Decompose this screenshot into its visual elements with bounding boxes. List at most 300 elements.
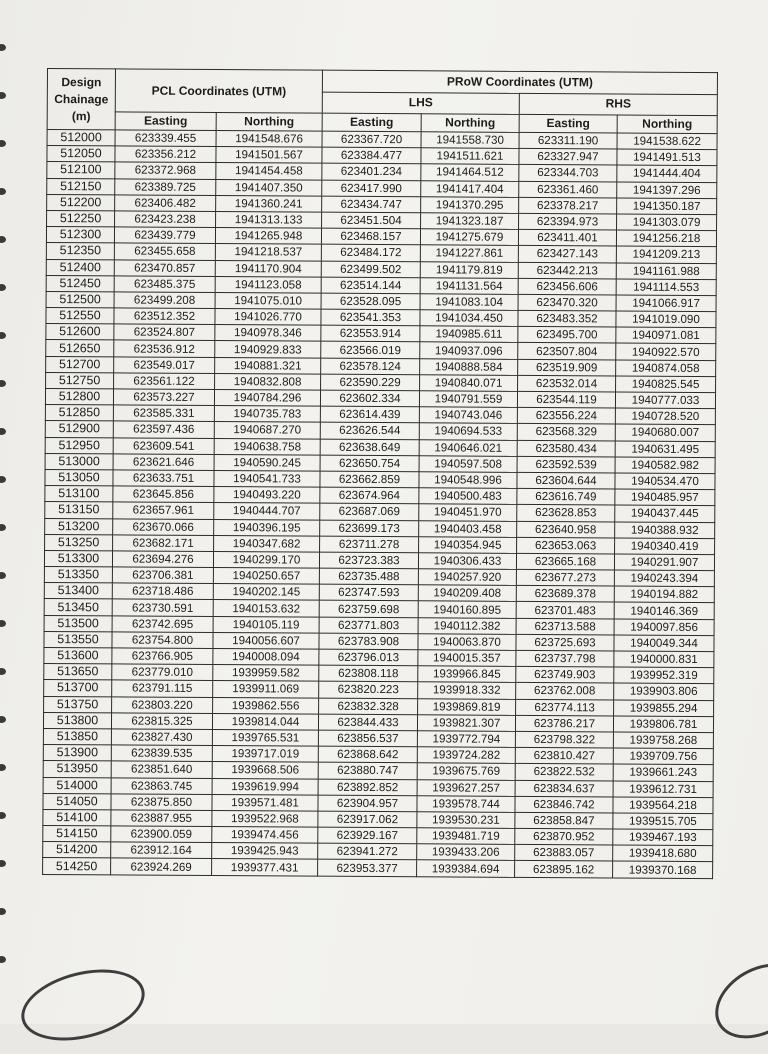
cell-pcl-easting: 623706.381 <box>112 567 213 584</box>
cell-chainage: 514000 <box>43 777 111 794</box>
cell-rhs-easting: 623616.749 <box>517 489 615 506</box>
cell-pcl-easting: 623597.436 <box>113 421 214 438</box>
cell-rhs-northing: 1939952.319 <box>614 667 714 684</box>
binder-hole <box>0 860 6 867</box>
header-pcl-easting: Easting <box>115 112 216 131</box>
cell-rhs-easting: 623327.947 <box>519 149 617 166</box>
cell-lhs-northing: 1941034.450 <box>420 310 518 327</box>
cell-pcl-northing: 1940784.296 <box>214 390 320 407</box>
cell-rhs-northing: 1940728.520 <box>615 408 715 425</box>
cell-lhs-easting: 623541.353 <box>321 309 420 326</box>
cell-pcl-easting: 623339.455 <box>115 130 216 147</box>
cell-chainage: 513800 <box>43 712 111 729</box>
cell-rhs-easting: 623628.853 <box>517 505 615 522</box>
cell-pcl-northing: 1939474.456 <box>212 827 318 844</box>
binder-hole <box>0 620 6 627</box>
cell-rhs-easting: 623495.700 <box>518 327 616 344</box>
cell-lhs-northing: 1941083.104 <box>420 294 518 311</box>
cell-rhs-northing: 1941350.187 <box>617 198 717 215</box>
binder-hole <box>0 476 6 483</box>
cell-chainage: 512350 <box>46 243 114 260</box>
cell-lhs-easting: 623553.914 <box>321 325 420 342</box>
cell-lhs-easting: 623434.747 <box>322 196 421 213</box>
cell-pcl-northing: 1939814.044 <box>212 713 318 730</box>
cell-chainage: 513050 <box>45 469 113 486</box>
cell-pcl-northing: 1941075.010 <box>215 292 321 309</box>
cell-lhs-easting: 623796.013 <box>319 649 418 666</box>
cell-pcl-easting: 623875.850 <box>111 794 212 811</box>
binder-hole <box>0 188 6 195</box>
cell-rhs-northing: 1940777.033 <box>615 392 715 409</box>
cell-lhs-easting: 623528.095 <box>321 293 420 310</box>
cell-pcl-northing: 1939619.994 <box>212 778 318 795</box>
cell-pcl-easting: 623645.856 <box>113 486 214 503</box>
cell-rhs-easting: 623394.973 <box>519 213 617 230</box>
cell-lhs-northing: 1940257.920 <box>418 569 516 586</box>
cell-rhs-easting: 623361.460 <box>519 181 617 198</box>
cell-pcl-easting: 623803.220 <box>112 696 213 713</box>
cell-rhs-northing: 1941019.090 <box>616 311 716 328</box>
cell-pcl-northing: 1939862.556 <box>213 697 319 714</box>
cell-pcl-northing: 1940638.758 <box>214 438 320 455</box>
cell-lhs-northing: 1940888.584 <box>420 358 518 375</box>
cell-rhs-northing: 1940340.419 <box>615 538 715 555</box>
cell-pcl-easting: 623851.640 <box>111 761 212 778</box>
cell-pcl-easting: 623779.010 <box>112 664 213 681</box>
cell-pcl-easting: 623512.352 <box>114 308 215 325</box>
cell-rhs-northing: 1940097.856 <box>614 619 714 636</box>
binder-hole <box>0 380 6 387</box>
cell-rhs-easting: 623411.401 <box>518 230 616 247</box>
binder-hole <box>0 92 6 99</box>
cell-rhs-easting: 623483.352 <box>518 310 616 327</box>
cell-rhs-easting: 623883.057 <box>515 845 613 862</box>
cell-lhs-northing: 1939724.282 <box>417 747 515 764</box>
cell-chainage: 513300 <box>44 550 112 567</box>
cell-lhs-northing: 1939966.845 <box>418 666 516 683</box>
binder-hole <box>0 908 6 915</box>
cell-rhs-northing: 1940680.007 <box>615 424 715 441</box>
binder-hole <box>0 44 6 51</box>
cell-chainage: 514100 <box>43 809 111 826</box>
cell-pcl-northing: 1941407.350 <box>216 179 322 196</box>
cell-rhs-easting: 623725.693 <box>516 634 614 651</box>
cell-lhs-northing: 1940840.071 <box>420 375 518 392</box>
cell-pcl-northing: 1939377.431 <box>212 859 318 876</box>
cell-pcl-northing: 1940444.707 <box>214 503 320 520</box>
cell-rhs-northing: 1940243.394 <box>614 570 714 587</box>
cell-lhs-northing: 1940209.408 <box>418 585 516 602</box>
cell-pcl-easting: 623536.912 <box>114 340 215 357</box>
binder-holes <box>0 30 8 1010</box>
cell-lhs-northing: 1940015.357 <box>418 650 516 667</box>
cell-chainage: 512550 <box>46 308 114 325</box>
cell-pcl-northing: 1940299.170 <box>213 551 319 568</box>
cell-pcl-northing: 1941265.948 <box>215 228 321 245</box>
cell-pcl-northing: 1939522.968 <box>212 810 318 827</box>
cell-rhs-easting: 623834.637 <box>515 780 613 797</box>
cell-rhs-easting: 623568.329 <box>517 424 615 441</box>
cell-pcl-easting: 623372.968 <box>115 162 216 179</box>
cell-lhs-easting: 623602.334 <box>320 390 419 407</box>
coordinates-document <box>42 68 717 972</box>
cell-pcl-northing: 1941454.458 <box>216 163 322 180</box>
cell-chainage: 513150 <box>45 502 113 519</box>
header-lhs-easting: Easting <box>322 113 421 132</box>
cell-rhs-northing: 1940291.907 <box>614 554 714 571</box>
cell-pcl-easting: 623356.212 <box>115 146 216 163</box>
cell-pcl-easting: 623887.955 <box>111 810 212 827</box>
cell-chainage: 513850 <box>43 728 111 745</box>
cell-chainage: 512850 <box>45 405 113 422</box>
cell-pcl-easting: 623633.751 <box>113 470 214 487</box>
binder-hole <box>0 764 6 771</box>
cell-pcl-easting: 623827.430 <box>111 729 212 746</box>
cell-rhs-easting: 623653.063 <box>517 537 615 554</box>
binder-hole <box>0 428 6 435</box>
cell-pcl-northing: 1940153.632 <box>213 600 319 617</box>
cell-chainage: 513600 <box>44 647 112 664</box>
cell-lhs-northing: 1941417.404 <box>421 180 519 197</box>
cell-rhs-easting: 623456.606 <box>518 278 616 295</box>
cell-lhs-northing: 1939918.332 <box>418 682 516 699</box>
cell-lhs-easting: 623808.118 <box>319 665 418 682</box>
cell-rhs-easting: 623810.427 <box>515 747 613 764</box>
cell-lhs-northing: 1940937.096 <box>420 342 518 359</box>
cell-rhs-northing: 1940194.882 <box>614 586 714 603</box>
cell-pcl-easting: 623561.122 <box>114 373 215 390</box>
cell-lhs-northing: 1941131.564 <box>420 277 518 294</box>
cell-rhs-northing: 1940000.831 <box>614 651 714 668</box>
cell-lhs-easting: 623614.439 <box>320 406 419 423</box>
cell-lhs-easting: 623771.803 <box>319 617 418 634</box>
cell-lhs-easting: 623868.642 <box>318 746 417 763</box>
cell-lhs-easting: 623759.698 <box>319 601 418 618</box>
cell-rhs-northing: 1939467.193 <box>613 829 713 846</box>
cell-chainage: 513550 <box>44 631 112 648</box>
cell-chainage: 512750 <box>46 372 114 389</box>
header-pcl-northing: Northing <box>216 113 322 132</box>
cell-lhs-easting: 623699.173 <box>320 520 419 537</box>
cell-pcl-easting: 623754.800 <box>112 632 213 649</box>
cell-lhs-northing: 1940646.021 <box>419 439 517 456</box>
cell-chainage: 513200 <box>45 518 113 535</box>
cell-rhs-northing: 1940388.932 <box>615 521 715 538</box>
cell-lhs-northing: 1941558.730 <box>421 132 519 149</box>
binder-hole <box>0 572 6 579</box>
cell-chainage: 512200 <box>47 194 115 211</box>
cell-pcl-easting: 623718.486 <box>112 583 213 600</box>
cell-rhs-northing: 1939758.268 <box>613 732 713 749</box>
cell-lhs-northing: 1940063.870 <box>418 634 516 651</box>
cell-rhs-northing: 1939903.806 <box>614 683 714 700</box>
cell-lhs-easting: 623590.229 <box>321 374 420 391</box>
cell-lhs-northing: 1939627.257 <box>417 779 515 796</box>
header-rhs: RHS <box>519 93 717 116</box>
cell-pcl-northing: 1940881.321 <box>215 357 321 374</box>
cell-rhs-easting: 623532.014 <box>518 375 616 392</box>
cell-rhs-northing: 1940049.344 <box>614 635 714 652</box>
cell-chainage: 512500 <box>46 291 114 308</box>
cell-pcl-northing: 1940105.119 <box>213 616 319 633</box>
cell-pcl-easting: 623470.857 <box>114 259 215 276</box>
cell-pcl-northing: 1941501.567 <box>216 147 322 164</box>
cell-pcl-northing: 1940008.094 <box>213 649 319 666</box>
cell-chainage: 512950 <box>45 437 113 454</box>
cell-lhs-easting: 623783.908 <box>319 633 418 650</box>
cell-chainage: 512600 <box>46 324 114 341</box>
cell-pcl-northing: 1940056.607 <box>213 632 319 649</box>
cell-lhs-northing: 1939481.719 <box>417 828 515 845</box>
cell-lhs-northing: 1941323.187 <box>421 213 519 230</box>
cell-chainage: 512100 <box>47 162 115 179</box>
header-rhs-northing: Northing <box>617 115 717 134</box>
cell-rhs-northing: 1940437.445 <box>615 505 715 522</box>
cell-rhs-northing: 1941256.218 <box>616 230 716 247</box>
binder-hole <box>0 812 6 819</box>
cell-chainage: 512700 <box>46 356 114 373</box>
cell-rhs-easting: 623798.322 <box>515 731 613 748</box>
cell-lhs-easting: 623578.124 <box>321 358 420 375</box>
cell-pcl-northing: 1940735.783 <box>214 406 320 423</box>
binder-hole <box>0 284 6 291</box>
cell-lhs-easting: 623723.383 <box>319 552 418 569</box>
cell-lhs-easting: 623856.537 <box>318 730 417 747</box>
binder-hole <box>0 956 6 963</box>
cell-lhs-easting: 623451.504 <box>322 212 421 229</box>
cell-lhs-easting: 623626.544 <box>320 423 419 440</box>
cell-chainage: 513250 <box>45 534 113 551</box>
cell-lhs-easting: 623367.720 <box>322 131 421 148</box>
cell-rhs-northing: 1940874.058 <box>616 360 716 377</box>
cell-pcl-easting: 623730.591 <box>112 599 213 616</box>
cell-pcl-northing: 1941360.241 <box>216 195 322 212</box>
cell-lhs-easting: 623662.859 <box>320 471 419 488</box>
cell-lhs-northing: 1940160.895 <box>418 601 516 618</box>
cell-rhs-easting: 623442.213 <box>518 262 616 279</box>
cell-lhs-easting: 623514.144 <box>321 277 420 294</box>
cell-lhs-easting: 623904.957 <box>318 795 417 812</box>
cell-chainage: 513000 <box>45 453 113 470</box>
cell-lhs-northing: 1939578.744 <box>417 795 515 812</box>
cell-rhs-northing: 1939855.294 <box>614 700 714 717</box>
cell-chainage: 512800 <box>45 388 113 405</box>
cell-pcl-easting: 623657.961 <box>113 502 214 519</box>
cell-rhs-easting: 623870.952 <box>515 828 613 845</box>
cell-rhs-northing: 1940631.495 <box>615 441 715 458</box>
cell-lhs-easting: 623650.754 <box>320 455 419 472</box>
cell-rhs-northing: 1940582.982 <box>615 457 715 474</box>
cell-lhs-northing: 1940451.970 <box>419 504 517 521</box>
cell-pcl-easting: 623900.059 <box>111 826 212 843</box>
cell-rhs-northing: 1939418.680 <box>613 845 713 862</box>
cell-pcl-easting: 623524.807 <box>114 324 215 341</box>
cell-pcl-easting: 623455.658 <box>114 243 215 260</box>
cell-lhs-easting: 623832.328 <box>319 698 418 715</box>
header-pcl-coordinates: PCL Coordinates (UTM) <box>115 69 322 113</box>
cell-pcl-northing: 1941313.133 <box>216 211 322 228</box>
cell-chainage: 512900 <box>45 421 113 438</box>
cell-rhs-northing: 1941538.622 <box>617 133 717 150</box>
cell-rhs-northing: 1941209.213 <box>616 246 716 263</box>
header-prow-coordinates: PRoW Coordinates (UTM) <box>322 70 717 94</box>
cell-lhs-northing: 1939869.819 <box>418 698 516 715</box>
cell-rhs-easting: 623640.958 <box>517 521 615 538</box>
cell-pcl-northing: 1939717.019 <box>212 746 318 763</box>
binder-hole <box>0 716 6 723</box>
header-lhs-northing: Northing <box>421 114 519 133</box>
cell-lhs-easting: 623468.157 <box>321 228 420 245</box>
cell-chainage: 513350 <box>44 567 112 584</box>
cell-pcl-easting: 623863.745 <box>111 777 212 794</box>
cell-pcl-easting: 623670.066 <box>113 518 214 535</box>
cell-rhs-easting: 623519.909 <box>518 359 616 376</box>
cell-lhs-easting: 623953.377 <box>318 860 417 877</box>
cell-lhs-easting: 623401.234 <box>322 164 421 181</box>
cell-pcl-easting: 623621.646 <box>113 454 214 471</box>
cell-lhs-easting: 623941.272 <box>318 843 417 860</box>
cell-lhs-easting: 623674.964 <box>320 487 419 504</box>
cell-pcl-northing: 1941170.904 <box>215 260 321 277</box>
cell-pcl-northing: 1940687.270 <box>214 422 320 439</box>
cell-lhs-easting: 623747.593 <box>319 584 418 601</box>
cell-rhs-easting: 623556.224 <box>517 408 615 425</box>
cell-chainage: 514150 <box>43 826 111 843</box>
cell-pcl-easting: 623924.269 <box>111 858 212 875</box>
cell-lhs-easting: 623638.649 <box>320 439 419 456</box>
cell-rhs-northing: 1939806.781 <box>613 716 713 733</box>
binder-hole <box>0 140 6 147</box>
cell-pcl-northing: 1939959.582 <box>213 665 319 682</box>
cell-pcl-easting: 623766.905 <box>112 648 213 665</box>
cell-lhs-northing: 1940112.382 <box>418 617 516 634</box>
cell-rhs-northing: 1941066.917 <box>616 295 716 312</box>
cell-rhs-northing: 1940922.570 <box>616 343 716 360</box>
cell-rhs-easting: 623762.008 <box>516 683 614 700</box>
cell-pcl-northing: 1940929.833 <box>215 341 321 358</box>
cell-pcl-easting: 623499.208 <box>114 292 215 309</box>
cell-rhs-easting: 623580.434 <box>517 440 615 457</box>
cell-pcl-easting: 623742.695 <box>112 616 213 633</box>
cell-rhs-northing: 1939661.243 <box>613 764 713 781</box>
cell-chainage: 513950 <box>43 761 111 778</box>
cell-lhs-northing: 1940597.508 <box>419 456 517 473</box>
cell-lhs-easting: 623711.278 <box>320 536 419 553</box>
header-design-chainage: Design Chainage (m) <box>47 69 115 130</box>
cell-pcl-easting: 623609.541 <box>113 437 214 454</box>
binder-hole <box>0 332 6 339</box>
header-rhs-easting: Easting <box>519 114 617 133</box>
cell-rhs-easting: 623544.119 <box>517 391 615 408</box>
cell-pcl-easting: 623839.535 <box>111 745 212 762</box>
cell-rhs-northing: 1940534.470 <box>615 473 715 490</box>
cell-rhs-northing: 1939564.218 <box>613 797 713 814</box>
cell-lhs-northing: 1940985.611 <box>420 326 518 343</box>
cell-lhs-northing: 1940306.433 <box>418 553 516 570</box>
cell-lhs-easting: 623880.747 <box>318 762 417 779</box>
cell-chainage: 512250 <box>47 210 115 227</box>
cell-rhs-easting: 623427.143 <box>518 246 616 263</box>
cell-pcl-easting: 623573.227 <box>113 389 214 406</box>
cell-rhs-northing: 1941303.079 <box>617 214 717 231</box>
cell-pcl-northing: 1940202.145 <box>213 584 319 601</box>
cell-pcl-northing: 1941123.058 <box>215 276 321 293</box>
cell-chainage: 513750 <box>44 696 112 713</box>
cell-rhs-easting: 623592.539 <box>517 456 615 473</box>
cell-chainage: 512050 <box>47 146 115 163</box>
cell-rhs-easting: 623470.320 <box>518 294 616 311</box>
cell-lhs-northing: 1939433.206 <box>417 844 515 861</box>
cell-rhs-northing: 1939709.756 <box>613 748 713 765</box>
cell-rhs-northing: 1939515.705 <box>613 813 713 830</box>
cell-rhs-easting: 623311.190 <box>519 132 617 149</box>
cell-lhs-northing: 1941179.819 <box>420 261 518 278</box>
cell-rhs-easting: 623774.113 <box>516 699 614 716</box>
cell-lhs-northing: 1941227.861 <box>420 245 518 262</box>
cell-chainage: 512300 <box>46 227 114 244</box>
cell-lhs-northing: 1940743.046 <box>419 407 517 424</box>
cell-pcl-easting: 623423.238 <box>115 211 216 228</box>
cell-rhs-northing: 1941114.553 <box>616 279 716 296</box>
cell-rhs-easting: 623677.273 <box>516 569 614 586</box>
table-body <box>43 130 718 879</box>
cell-lhs-northing: 1940548.996 <box>419 472 517 489</box>
cell-lhs-northing: 1941275.679 <box>420 229 518 246</box>
cell-rhs-easting: 623713.588 <box>516 618 614 635</box>
cell-lhs-easting: 623929.167 <box>318 827 417 844</box>
cell-chainage: 513900 <box>43 745 111 762</box>
cell-rhs-northing: 1939612.731 <box>613 780 713 797</box>
cell-chainage: 513500 <box>44 615 112 632</box>
cell-lhs-easting: 623566.019 <box>321 342 420 359</box>
cell-pcl-northing: 1940832.808 <box>215 373 321 390</box>
cell-lhs-easting: 623484.172 <box>321 244 420 261</box>
cell-lhs-northing: 1939772.794 <box>417 731 515 748</box>
cell-lhs-easting: 623820.223 <box>319 682 418 699</box>
cell-rhs-easting: 623737.798 <box>516 650 614 667</box>
cell-lhs-easting: 623417.990 <box>322 180 421 197</box>
cell-pcl-northing: 1941548.676 <box>216 131 322 148</box>
cell-rhs-easting: 623895.162 <box>515 861 613 878</box>
cell-lhs-northing: 1939530.231 <box>417 812 515 829</box>
cell-lhs-easting: 623892.852 <box>318 779 417 796</box>
cell-lhs-northing: 1940500.483 <box>419 488 517 505</box>
cell-lhs-northing: 1939675.769 <box>417 763 515 780</box>
cell-rhs-easting: 623846.742 <box>515 796 613 813</box>
cell-rhs-northing: 1941491.513 <box>617 149 717 166</box>
cell-pcl-northing: 1939668.506 <box>212 762 318 779</box>
cell-rhs-easting: 623822.532 <box>515 764 613 781</box>
cell-pcl-easting: 623912.164 <box>111 842 212 859</box>
cell-lhs-easting: 623735.488 <box>319 568 418 585</box>
cell-pcl-northing: 1939765.531 <box>212 729 318 746</box>
cell-rhs-easting: 623378.217 <box>519 197 617 214</box>
cell-rhs-easting: 623749.903 <box>516 667 614 684</box>
cell-pcl-northing: 1939911.069 <box>213 681 319 698</box>
cell-pcl-northing: 1940396.195 <box>214 519 320 536</box>
cell-chainage: 514200 <box>43 842 111 859</box>
cell-pcl-northing: 1940347.682 <box>214 535 320 552</box>
cell-pcl-easting: 623815.325 <box>111 713 212 730</box>
cell-lhs-northing: 1939384.694 <box>417 860 515 877</box>
cell-rhs-northing: 1940825.545 <box>616 376 716 393</box>
cell-chainage: 513450 <box>44 599 112 616</box>
cell-lhs-northing: 1940354.945 <box>419 536 517 553</box>
coordinates-table <box>42 68 718 879</box>
cell-rhs-easting: 623604.644 <box>517 472 615 489</box>
cell-pcl-easting: 623694.276 <box>112 551 213 568</box>
cell-chainage: 513100 <box>45 486 113 503</box>
